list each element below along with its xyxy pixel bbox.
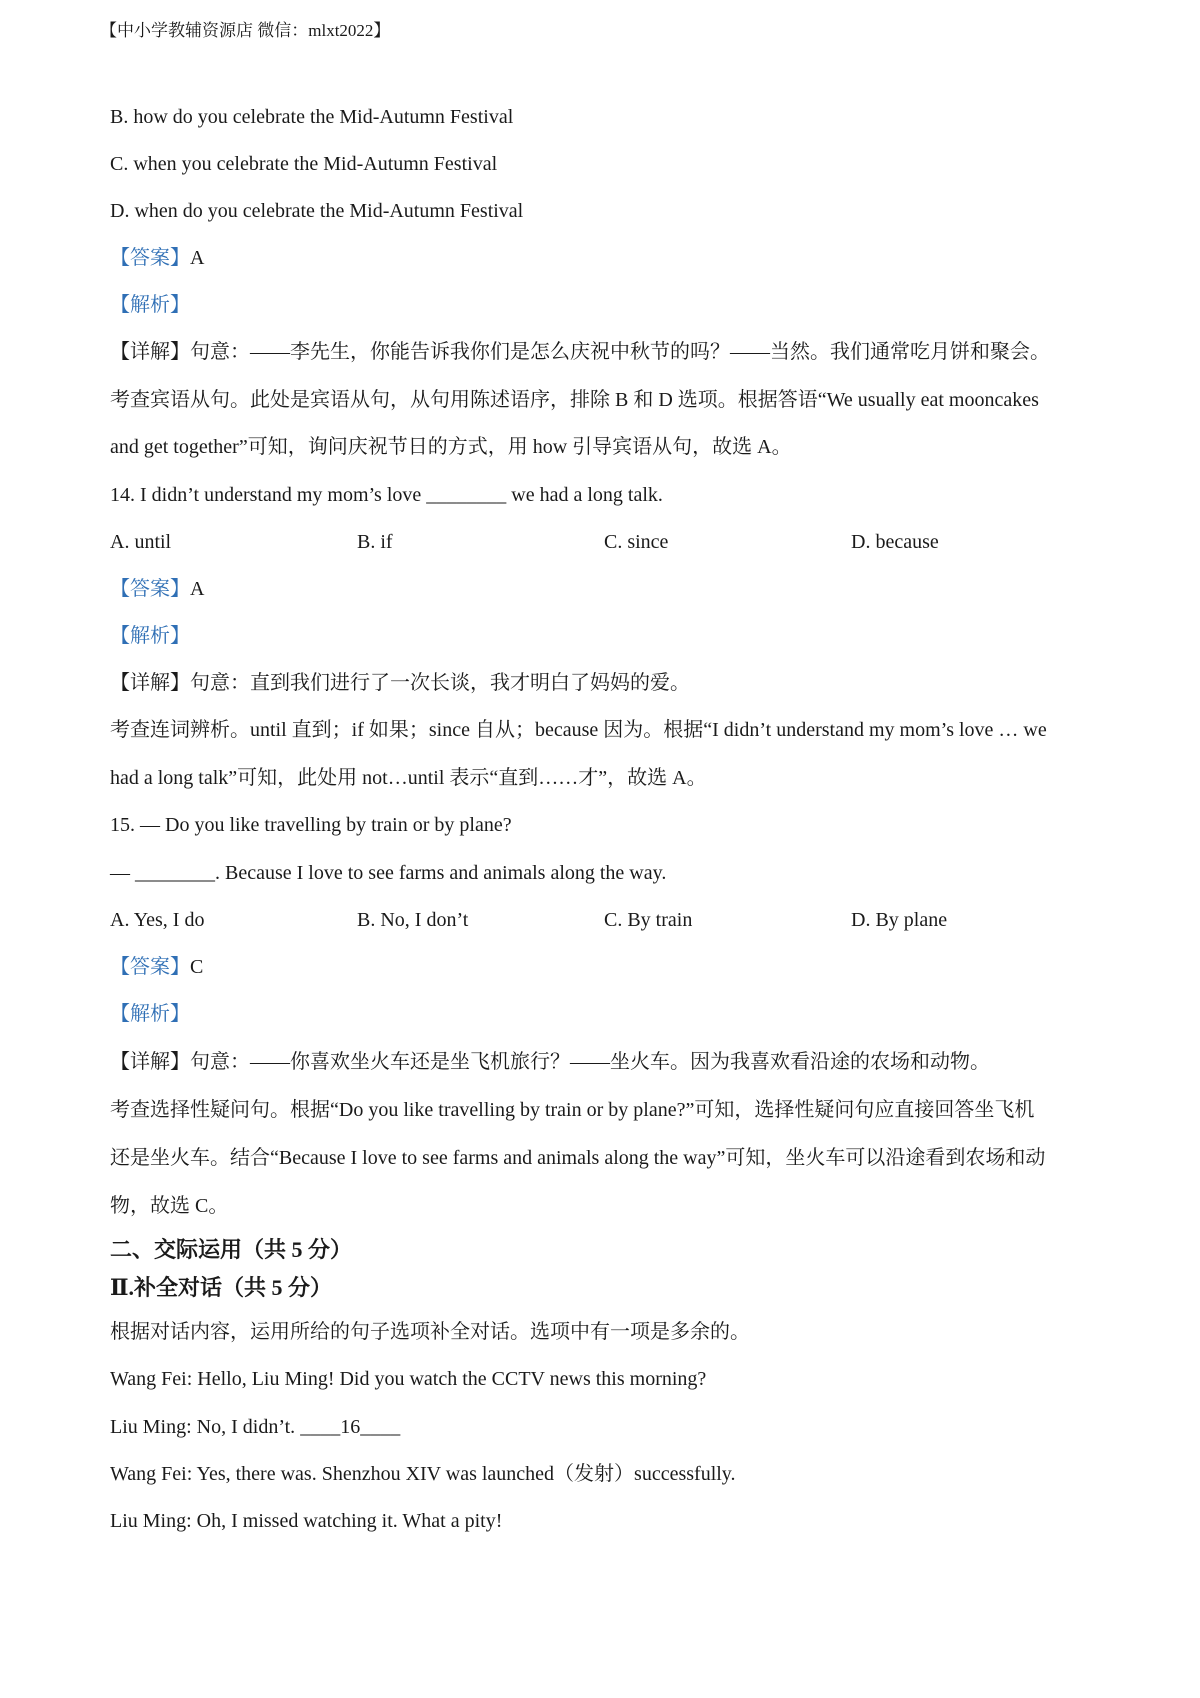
blank-16[interactable]: ____16____ [300,1416,401,1438]
q15-analysis-label: 【解析】 [110,1003,190,1025]
q13-option-b: B. how do you celebrate the Mid-Autumn Festival [110,106,514,128]
q14-option-a: A. until [110,531,172,553]
q15-option-d: D. By plane [851,909,948,931]
detail-text: 句意：——李先生，你能告诉我你们是怎么庆祝中秋节的吗？——当然。我们通常吃月饼和聚会。 [190,341,1050,363]
q13-detail-line-1 [110,339,1050,365]
dialogue-line-4: Liu Ming: Oh, I missed watching it. What a pity! [110,1510,503,1532]
q14-option-b: B. if [357,531,393,553]
q15-option-a: A. Yes, I do [110,909,205,931]
dialogue-line-3: Wang Fei: Yes, there was. Shenzhou XIV was launched（发射）successfully. [110,1463,736,1485]
q13-detail-line-2: 考查宾语从句。此处是宾语从句，从句用陈述语序，排除 B 和 D 选项。根据答语“We usually eat mooncakes [110,389,1039,411]
q15-question-line-1: 15. — Do you like travelling by train or by plane? [110,814,512,836]
detail-text: 句意：直到我们进行了一次长谈，我才明白了妈妈的爱。 [190,672,690,694]
q13-analysis-label: 【解析】 [110,294,190,316]
q15-detail-line-2: 考查选择性疑问句。根据“Do you like travelling by train or by plane?”可知，选择性疑问句应直接回答坐飞机 [110,1099,1035,1121]
answer-label: 【答案】 [110,578,190,600]
answer-value: C [190,956,204,978]
section-title: 二、交际运用（共 5 分） [110,1237,353,1262]
q15-answer [110,954,203,980]
section-instruction: 根据对话内容，运用所给的句子选项补全对话。选项中有一项是多余的。 [110,1321,750,1343]
detail-label: 【详解】 [110,672,190,694]
q14-detail-line-1 [110,670,690,696]
answer-label: 【答案】 [110,247,190,269]
answer-label: 【答案】 [110,956,190,978]
answer-value: A [190,247,205,269]
dialogue-text: Liu Ming: No, I didn’t. [110,1416,301,1438]
answer-value: A [190,578,205,600]
q13-answer [110,245,204,271]
q14-detail-line-3: had a long talk”可知，此处用 not…until 表示“直到……才”，故选 A。 [110,767,707,789]
section-subtitle: Ⅱ.补全对话（共 5 分） [110,1275,333,1300]
q14-analysis-label: 【解析】 [110,625,190,647]
q13-detail-line-3: and get together”可知，询问庆祝节日的方式，用 how 引导宾语从句，故选 A。 [110,436,792,458]
detail-label: 【详解】 [110,1051,190,1073]
q14-option-d: D. because [851,531,939,553]
q14-question: 14. I didn’t understand my mom’s love ________ we had a long talk. [110,484,663,506]
dialogue-line-1: Wang Fei: Hello, Liu Ming! Did you watch the CCTV news this morning? [110,1368,707,1390]
q13-option-c: C. when you celebrate the Mid-Autumn Festival [110,153,498,175]
q15-question-line-2: — ________. Because I love to see farms and animals along the way. [110,862,667,884]
q14-detail-line-2: 考查连词辨析。until 直到；if 如果；since 自从；because 因为。根据“I didn’t understand my mom’s love … we [110,719,1047,741]
q14-answer [110,576,204,602]
page-header: 【中小学教辅资源店 微信：mlxt2022】 [100,21,391,40]
q15-option-c: C. By train [604,909,693,931]
q13-option-d: D. when do you celebrate the Mid-Autumn Festival [110,200,524,222]
detail-text: 句意：——你喜欢坐火车还是坐飞机旅行？——坐火车。因为我喜欢看沿途的农场和动物。 [190,1051,990,1073]
q15-detail-line-4: 物，故选 C。 [110,1195,229,1217]
detail-label: 【详解】 [110,341,190,363]
q15-option-b: B. No, I don’t [357,909,469,931]
q14-option-c: C. since [604,531,669,553]
q15-detail-line-1 [110,1049,990,1075]
q15-detail-line-3: 还是坐火车。结合“Because I love to see farms and animals along the way”可知，坐火车可以沿途看到农场和动 [110,1147,1046,1169]
dialogue-line-2 [110,1414,400,1440]
